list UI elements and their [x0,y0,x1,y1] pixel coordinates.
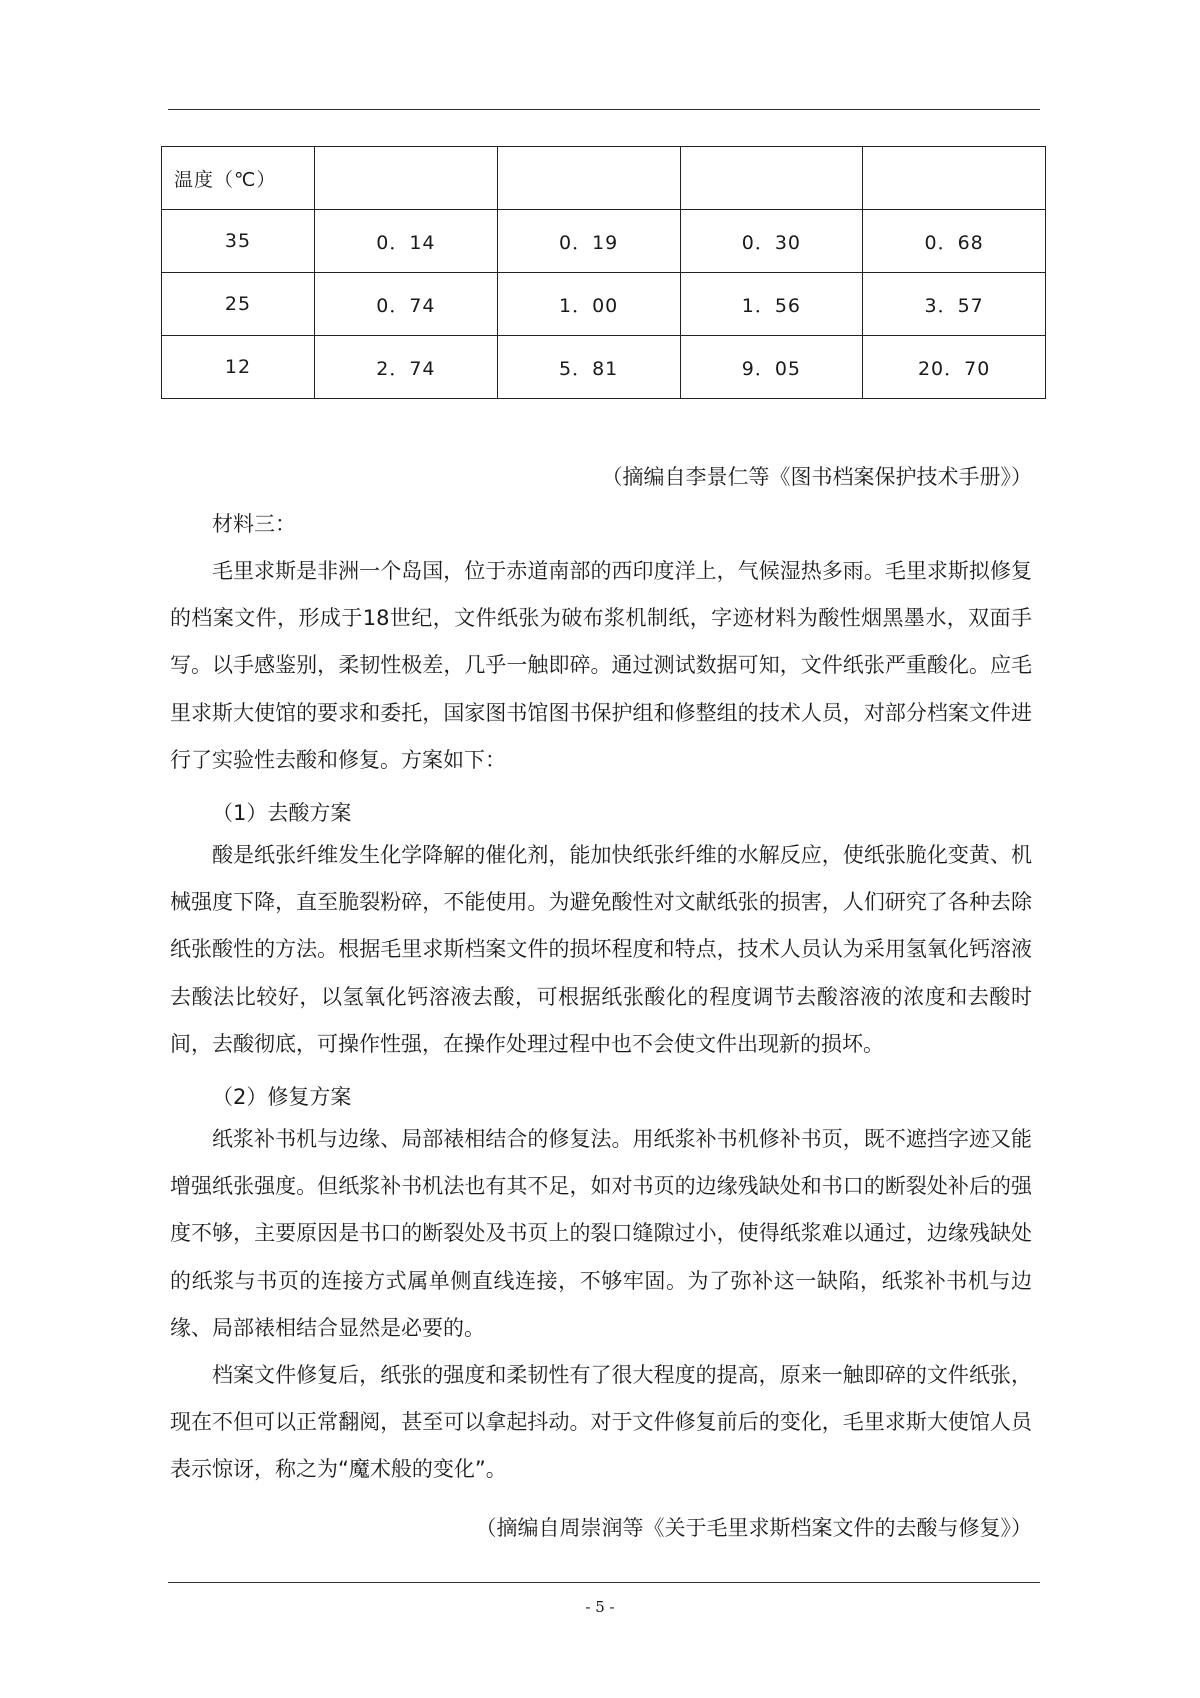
table-cell: 20．70 [863,336,1046,399]
table-cell: 0．14 [315,210,498,273]
citation-source-2: （摘编自周崇润等《关于毛里求斯档案文件的去酸与修复》） [475,1516,1032,1540]
table-header-cell [863,147,1046,210]
footer-rule [168,1582,1040,1583]
data-table [161,146,1046,399]
table-cell: 3．57 [863,273,1046,336]
paragraph-deacidification: 酸是纸张纤维发生化学降解的催化剂，能加快纸张纤维的水解反应，使纸张脆化变黄、机械强度下降，直至脆裂粉碎，不能使用。为避免酸性对文献纸张的损害，人们研究了各种去除纸张酸性的方法。根据毛里求斯档案文件的损坏程度和特点，技术人员认为采用氢氧化钙溶液去酸法比较好，以氢氧化钙溶液去酸，可根据纸张酸化的程度调节去酸溶液的浓度和去酸时间，去酸彻底，可操作性强，在操作处理过程中也不会使文件出现新的损坏。 [170,843,1032,1056]
citation-source-1: （摘编自李景仁等《图书档案保护技术手册》） [601,465,1032,489]
table-cell: 0．68 [863,210,1046,273]
table-cell: 12 [162,336,315,399]
table-cell: 5．81 [497,336,680,399]
paragraph-intro: 毛里求斯是非洲一个岛国，位于赤道南部的西印度洋上，气候湿热多雨。毛里求斯拟修复的档案文件，形成于18世纪，文件纸张为破布浆机制纸，字迹材料为酸性烟黑墨水，双面手写。以手感鉴别，柔韧性极差，几乎一触即碎。通过测试数据可知，文件纸张严重酸化。应毛里求斯大使馆的要求和委托，国家图书馆图书保护组和修整组的技术人员，对部分档案文件进行了实验性去酸和修复。方案如下： [170,559,1032,772]
table-header-row [162,147,1046,210]
table-header-cell: 温度（℃） [162,147,315,210]
table-cell: 0．30 [680,210,863,273]
table-row [162,336,1046,399]
table-row [162,210,1046,273]
table-cell: 2．74 [315,336,498,399]
table-cell: 25 [162,273,315,336]
table-cell: 35 [162,210,315,273]
table-header-cell [315,147,498,210]
paragraph-repair: 纸浆补书机与边缘、局部裱相结合的修复法。用纸浆补书机修补书页，既不遮挡字迹又能增强纸张强度。但纸浆补书机法也有其不足，如对书页的边缘残缺处和书口的断裂处补后的强度不够，主要原因是书口的断裂处及书页上的裂口缝隙过小，使得纸浆难以通过，边缘残缺处的纸浆与书页的连接方式属单侧直线连接，不够牢固。为了弥补这一缺陷，纸浆补书机与边缘、局部裱相结合显然是必要的。 [170,1127,1032,1340]
table-cell: 0．74 [315,273,498,336]
table-cell: 0．19 [497,210,680,273]
table-row [162,273,1046,336]
material-title: 材料三： [212,512,296,536]
paragraph-result: 档案文件修复后，纸张的强度和柔韧性有了很大程度的提高，原来一触即碎的文件纸张，现在不但可以正常翻阅，甚至可以拿起抖动。对于文件修复前后的变化，毛里求斯大使馆人员表示惊讶，称之为“魔术般的变化”。 [170,1363,1032,1482]
table-cell: 9．05 [680,336,863,399]
page-number: - 5 - [585,1598,615,1616]
section-heading-deacidification: （1）去酸方案 [212,801,352,825]
table-cell: 1．56 [680,273,863,336]
section-heading-repair: （2）修复方案 [212,1085,352,1109]
table-header-cell [497,147,680,210]
table-cell: 1．00 [497,273,680,336]
header-rule [168,109,1040,110]
table-header-cell [680,147,863,210]
